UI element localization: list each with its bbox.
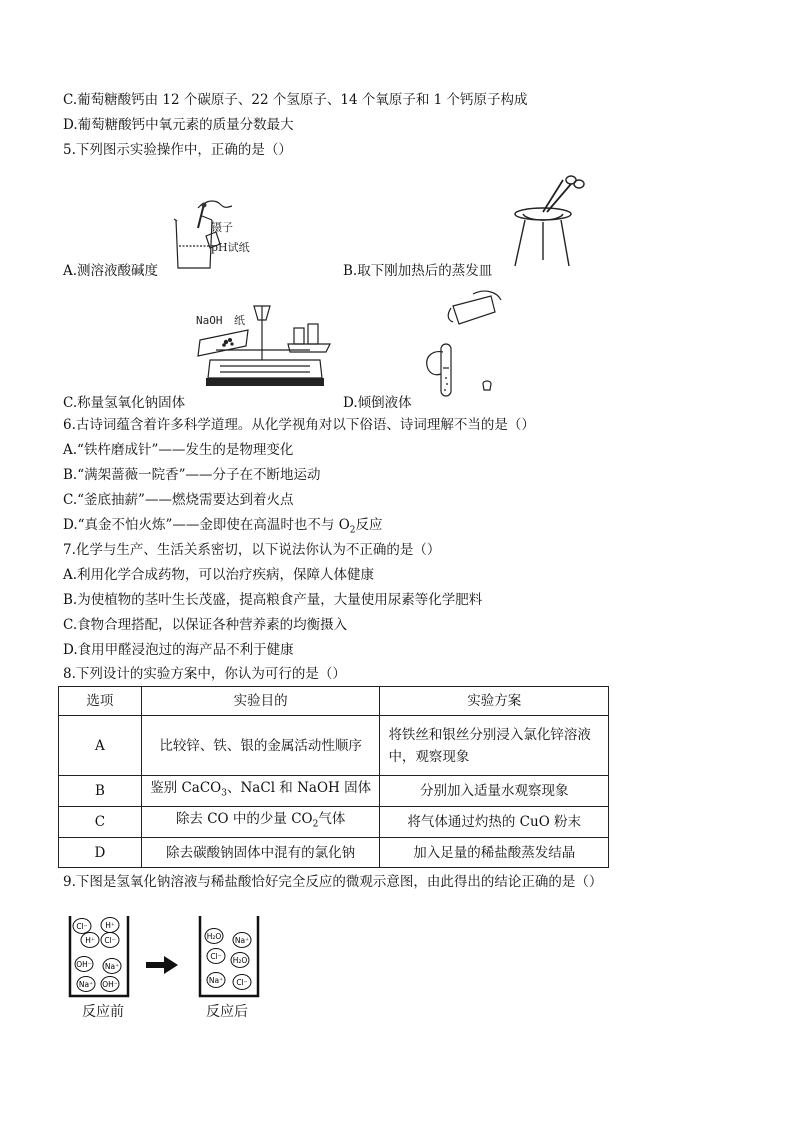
experiment-plan-table bbox=[58, 686, 609, 868]
ion-label: H₂O bbox=[206, 932, 222, 941]
q4-option-d: D.葡萄糖酸钙中氧元素的质量分数最大 bbox=[63, 117, 294, 133]
ion-label: Na⁺ bbox=[234, 936, 250, 945]
naoh-label: NaOH bbox=[196, 314, 223, 327]
q6-stem: 6.古诗词蕴含着许多科学道理。从化学视角对以下俗语、诗词理解不当的是（） bbox=[63, 417, 535, 433]
q5-option-b: B.取下刚加热后的蒸发皿 bbox=[343, 263, 493, 279]
ions-after bbox=[205, 929, 251, 990]
table-row bbox=[59, 776, 609, 807]
ion-label: H⁺ bbox=[85, 936, 95, 945]
ions-before bbox=[73, 918, 121, 992]
ion-label: H₂O bbox=[232, 956, 248, 965]
after-label: 反应后 bbox=[206, 1004, 248, 1020]
ph-test-figure bbox=[168, 198, 268, 270]
row-purpose: 除去碳酸钠固体中混有的氯化钠 bbox=[141, 838, 380, 868]
row-option: D bbox=[59, 838, 142, 868]
q7-option-b: B.为使植物的茎叶生长茂盛，提高粮食产量，大量使用尿素等化学肥料 bbox=[63, 592, 483, 608]
table-row bbox=[59, 838, 609, 868]
ion-label: H⁺ bbox=[105, 921, 115, 930]
ion-label: OH⁻ bbox=[102, 980, 118, 989]
table-header-row bbox=[59, 687, 609, 716]
q6-option-d: D.“真金不怕火炼”——金即使在高温时也不与 $O_2$反应 bbox=[63, 517, 383, 536]
q8-stem: 8.下列设计的实验方案中，你认为可行的是（） bbox=[63, 666, 346, 682]
row-option: C bbox=[59, 807, 142, 838]
ion-label: Cl⁻ bbox=[210, 952, 222, 961]
row-purpose: 除去 CO 中的少量 $CO_2$气体 bbox=[141, 807, 380, 838]
ion-label: Cl⁻ bbox=[76, 922, 88, 931]
table-row bbox=[59, 716, 609, 776]
q6-option-c: C.“釜底抽薪”——燃烧需要达到着火点 bbox=[63, 492, 294, 508]
balance-figure bbox=[190, 300, 340, 388]
ion-label: Cl⁻ bbox=[104, 936, 116, 945]
q5-stem: 5.下列图示实验操作中，正确的是（） bbox=[63, 142, 292, 158]
q6-option-b: B.“满架蔷薇一院香”——分子在不断地运动 bbox=[63, 467, 321, 483]
row-plan: 分别加入适量水观察现象 bbox=[380, 776, 609, 807]
tweezers-label: 镊子 bbox=[211, 221, 233, 234]
before-label: 反应前 bbox=[82, 1004, 124, 1020]
q5-option-c: C.称量氢氧化钠固体 bbox=[63, 395, 186, 411]
table-row bbox=[59, 807, 609, 838]
ph-paper-label: pH试纸 bbox=[211, 241, 250, 254]
q6-option-a: A.“铁杵磨成针”——发生的是物理变化 bbox=[63, 442, 294, 458]
ion-label: OH⁻ bbox=[76, 960, 92, 969]
evaporating-dish-figure bbox=[505, 170, 595, 270]
row-purpose: 鉴别 CaCO$_3$、NaCl 和 NaOH 固体 bbox=[141, 776, 380, 807]
ion-label: Cl⁻ bbox=[236, 978, 248, 987]
q7-option-d: D.食用甲醛浸泡过的海产品不利于健康 bbox=[63, 642, 294, 658]
row-option: B bbox=[59, 776, 142, 807]
q4-option-c: C.葡萄糖酸钙由 12 个碳原子、22 个氢原子、14 个氧原子和 1 个钙原子构成 bbox=[63, 92, 528, 108]
row-purpose: 比较锌、铁、银的金属活动性顺序 bbox=[141, 716, 380, 776]
ion-label: Na⁺ bbox=[78, 980, 94, 989]
header-plan: 实验方案 bbox=[380, 687, 609, 716]
arrow-icon bbox=[146, 956, 178, 974]
header-purpose: 实验目的 bbox=[141, 687, 380, 716]
q5-option-d: D.倾倒液体 bbox=[343, 395, 412, 411]
q7-stem: 7.化学与生产、生活关系密切，以下说法你认为不正确的是（） bbox=[63, 542, 441, 558]
row-plan: 加入足量的稀盐酸蒸发结晶 bbox=[380, 838, 609, 868]
row-plan: 将铁丝和银丝分别浸入氯化锌溶液 中，观察现象 bbox=[380, 716, 609, 776]
paper-label: 纸 bbox=[234, 314, 245, 327]
pouring-figure bbox=[415, 290, 505, 400]
q7-option-c: C.食物合理搭配，以保证各种营养素的均衡摄入 bbox=[63, 617, 348, 633]
reaction-diagram bbox=[66, 912, 266, 1024]
q5-option-a: A.测溶液酸碱度 bbox=[63, 263, 159, 279]
q7-option-a: A.利用化学合成药物，可以治疗疾病，保障人体健康 bbox=[63, 567, 375, 583]
ion-label: Na⁺ bbox=[104, 962, 120, 971]
q9-stem: 9.下图是氢氧化钠溶液与稀盐酸恰好完全反应的微观示意图，由此得出的结论正确的是（） bbox=[63, 874, 603, 890]
row-plan: 将气体通过灼热的 CuO 粉末 bbox=[380, 807, 609, 838]
row-option: A bbox=[59, 716, 142, 776]
ion-label: Na⁺ bbox=[208, 976, 224, 985]
header-option: 选项 bbox=[59, 687, 142, 716]
